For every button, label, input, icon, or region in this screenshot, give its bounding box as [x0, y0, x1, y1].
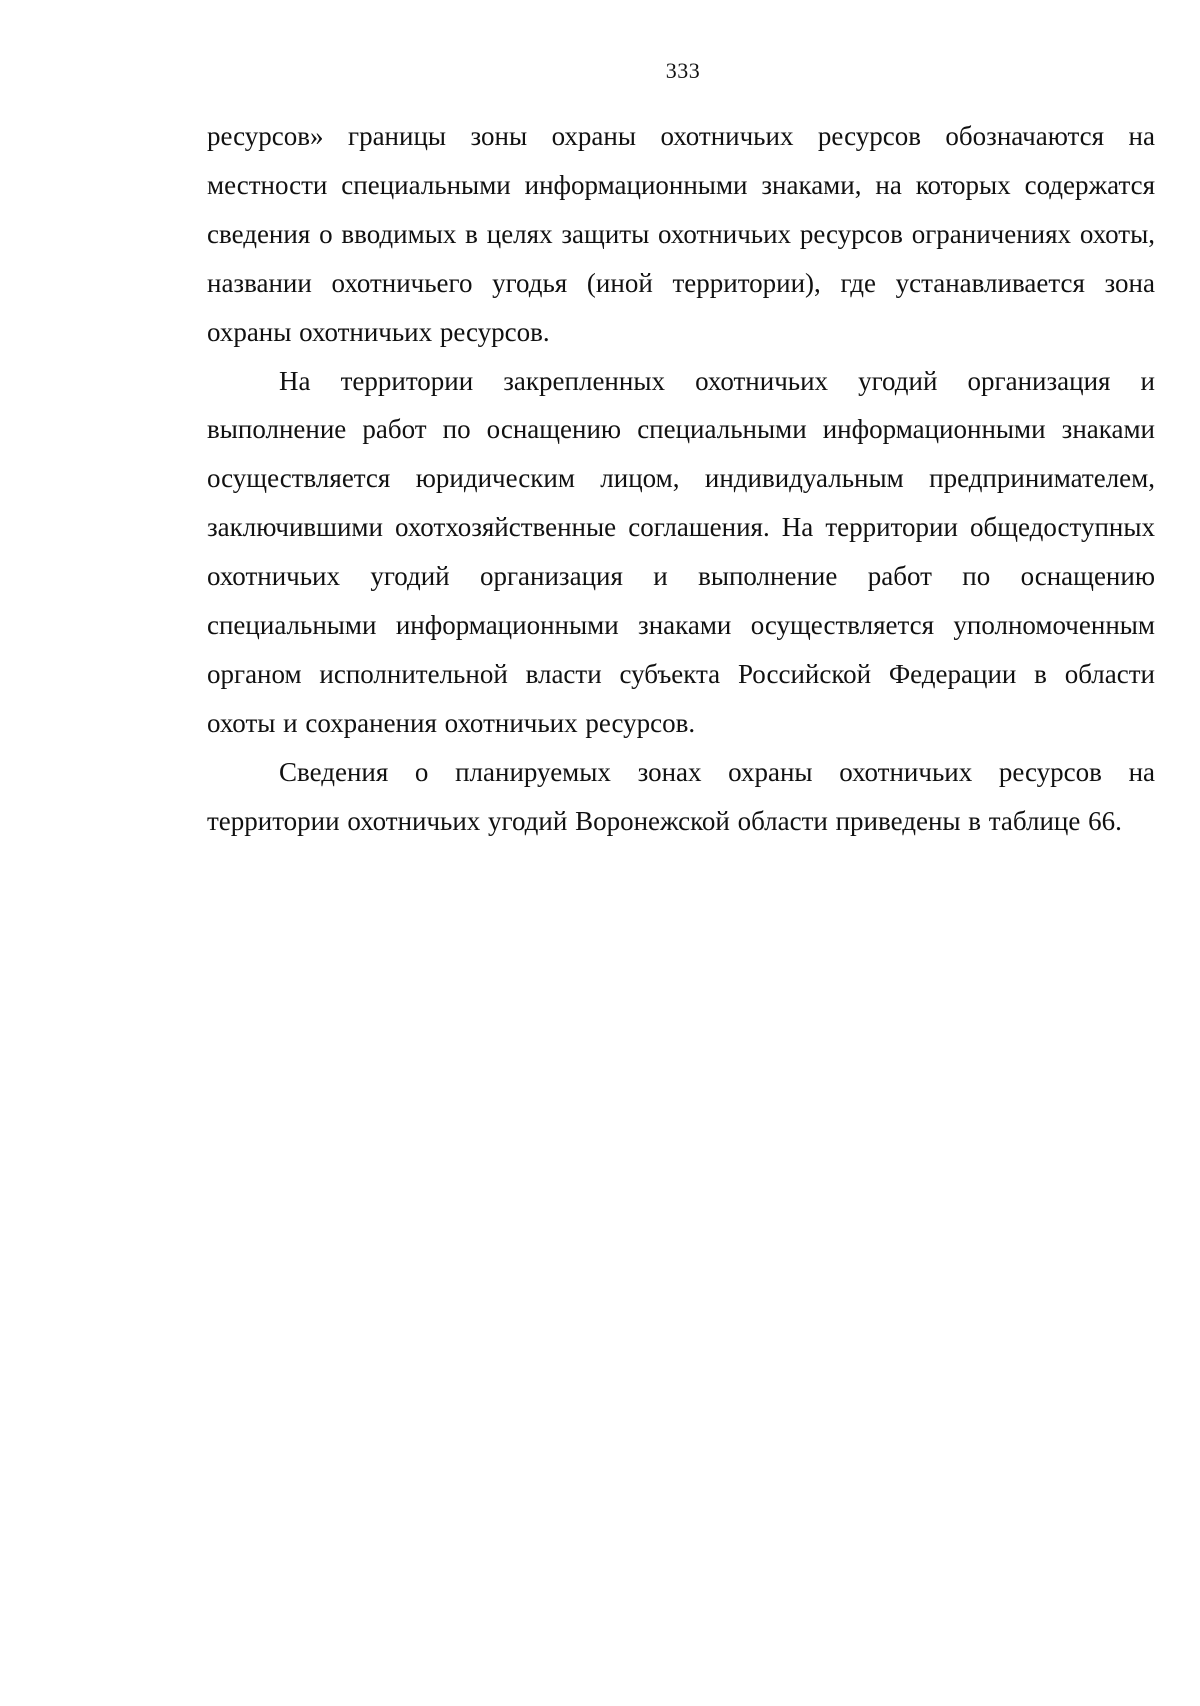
document-body: [207, 112, 1155, 846]
paragraph-continuation: ресурсов» границы зоны охраны охотничьих ресурсов обозначаются на местности специальными информационными знаками, на которых содержатся сведения о вводимых в целях защиты охотничьих ресурсов ограничениях охоты, названии охотничьего угодья (иной территории), где устанавливается зона охраны охотничьих ресурсов.: [207, 121, 1155, 347]
paragraph-table-reference: Сведения о планируемых зонах охраны охотничьих ресурсов на территории охотничьих угодий Воронежской области приведены в таблице 66.: [207, 756, 1155, 836]
paragraph-hunting-grounds-signage: На территории закрепленных охотничьих угодий организация и выполнение работ по оснащению специальными информационными знаками осуществляется юридическим лицом, индивидуальным предпринимателем, заключившими охотхозяйственные соглашения. На территории общедоступных охотничьих угодий организация и выполнение работ по оснащению специальными информационными знаками осуществляется уполномоченным органом исполнительной власти субъекта Российской Федерации в области охоты и сохранения охотничьих ресурсов.: [207, 365, 1155, 738]
page-number: 333: [665, 58, 701, 83]
